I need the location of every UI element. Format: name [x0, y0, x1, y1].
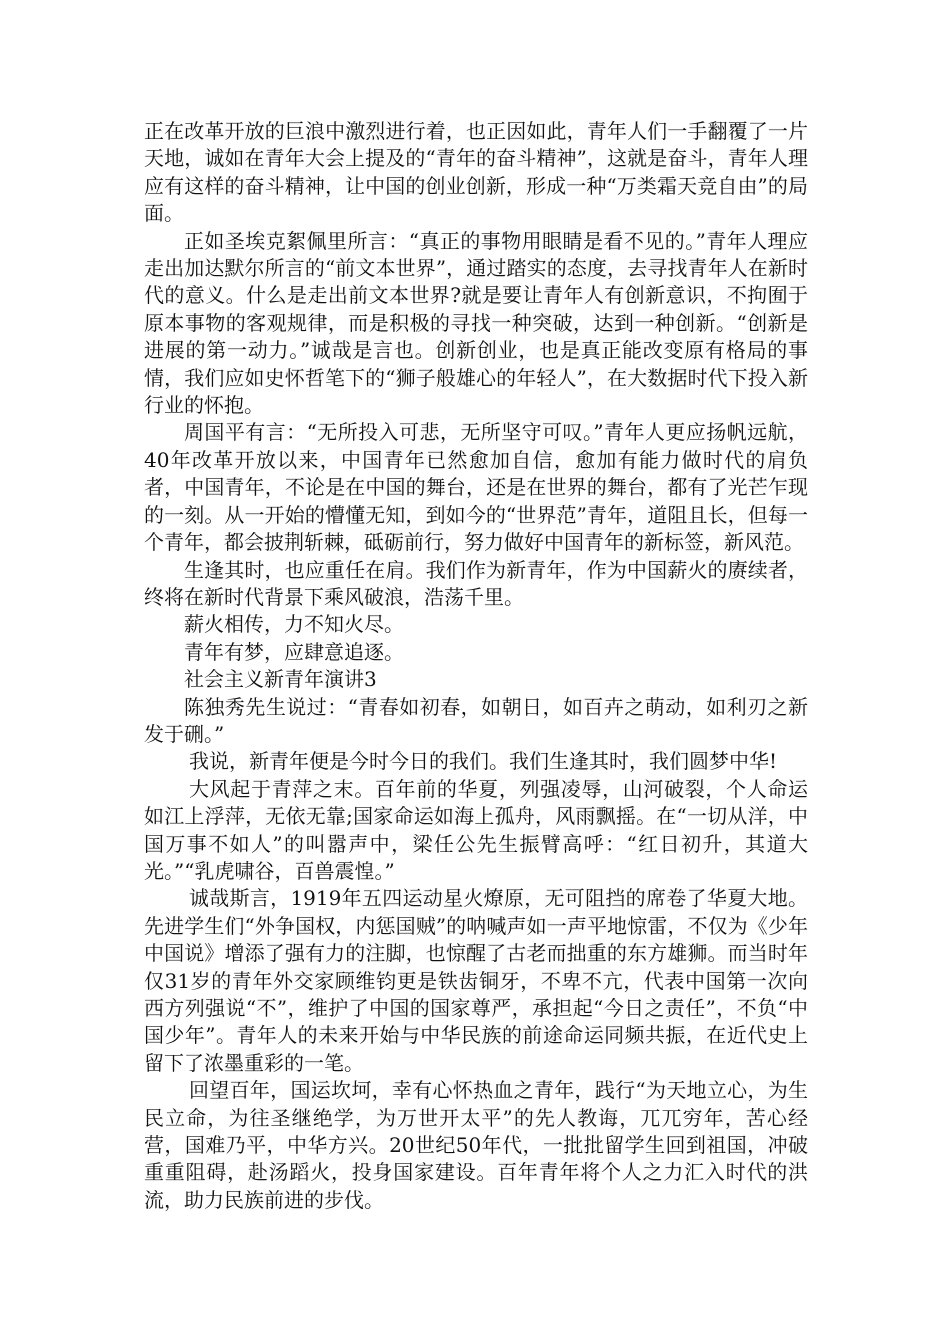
paragraph: 诚哉斯言，1919年五四运动星火燎原，无可阻挡的席卷了华夏大地。先进学生们“外争国权，内惩国贼”的呐喊声如一声平地惊雷，不仅为《少年中国说》增添了强有力的注脚，也惊醒了古老而拙重的东方雄狮。而当时年仅31岁的青年外交家顾维钧更是铁齿铜牙，不卑不亢，代表中国第一次向西方列强说“不”，维护了中国的国家尊严，承担起“今日之责任”，不负“中国少年”。青年人的未来开始与中华民族的前途命运同频共振，在近代史上留下了浓墨重彩的一笔。: [144, 886, 808, 1075]
paragraph: 薪火相传，力不知火尽。: [184, 612, 404, 637]
paragraph: 周国平有言：“无所投入可悲，无所坚守可叹。”青年人更应扬帆远航，40年改革开放以来，中国青年已然愈加自信，愈加有能力做时代的肩负者，中国青年，不论是在中国的舞台，还是在世界的舞台，都有了光芒乍现的一刻。从一开始的懵懂无知，到如今的“世界范”青年，道阻且长，但每一个青年，都会披荆斩棘，砥砺前行，努力做好中国青年的新标签，新风范。: [144, 420, 808, 555]
paragraph: 我说，新青年便是今时今日的我们。我们生逢其时，我们圆梦中华!: [189, 749, 778, 774]
document-body: [144, 118, 808, 1214]
paragraph: 正在改革开放的巨浪中激烈进行着，也正因如此，青年人们一手翻覆了一片天地，诚如在青年大会上提及的“青年的奋斗精神”，这就是奋斗，青年人理应有这样的奋斗精神，让中国的创业创新，形成一种“万类霜天竞自由”的局面。: [144, 119, 808, 226]
section-heading: 社会主义新青年演讲3: [184, 667, 377, 692]
paragraph: 青年有梦，应肆意追逐。: [184, 639, 404, 664]
paragraph: 正如圣埃克絮佩里所言：“真正的事物用眼睛是看不见的。”青年人理应走出加达默尔所言的“前文本世界”，通过踏实的态度，去寻找青年人在新时代的意义。什么是走出前文本世界?就是要让青年人有创新意识，不拘囿于原本事物的客观规律，而是积极的寻找一种突破，达到一种创新。“创新是进展的第一动力。”诚哉是言也。创新创业，也是真正能改变原有格局的事情，我们应如史怀哲笔下的“狮子般雄心的年轻人”，在大数据时代下投入新行业的怀抱。: [144, 228, 808, 418]
paragraph: 生逢其时，也应重任在肩。我们作为新青年，作为中国薪火的赓续者，终将在新时代背景下乘风破浪，浩荡千里。: [144, 557, 808, 609]
paragraph: 陈独秀先生说过：“青春如初春，如朝日，如百卉之萌动，如利刃之新发于硎。”: [144, 694, 808, 746]
paragraph: 回望百年，国运坎坷，幸有心怀热血之青年，践行“为天地立心，为生民立命，为往圣继绝学，为万世开太平”的先人教诲，兀兀穷年，苦心经营，国难乃平，中华方兴。20世纪50年代，一批批留学生回到祖国，冲破重重阻碍，赴汤蹈火，投身国家建设。百年青年将个人之力汇入时代的洪流，助力民族前进的步伐。: [144, 1078, 808, 1212]
paragraph: 大风起于青萍之末。百年前的华夏，列强凌辱，山河破裂，个人命运如江上浮萍，无依无靠;国家命运如海上孤舟，风雨飘摇。在“一切从洋，中国万事不如人”的叫嚣声中，梁任公先生振臂高呼：“红日初升，其道大光。”“乳虎啸谷，百兽震惶。”: [144, 776, 808, 883]
